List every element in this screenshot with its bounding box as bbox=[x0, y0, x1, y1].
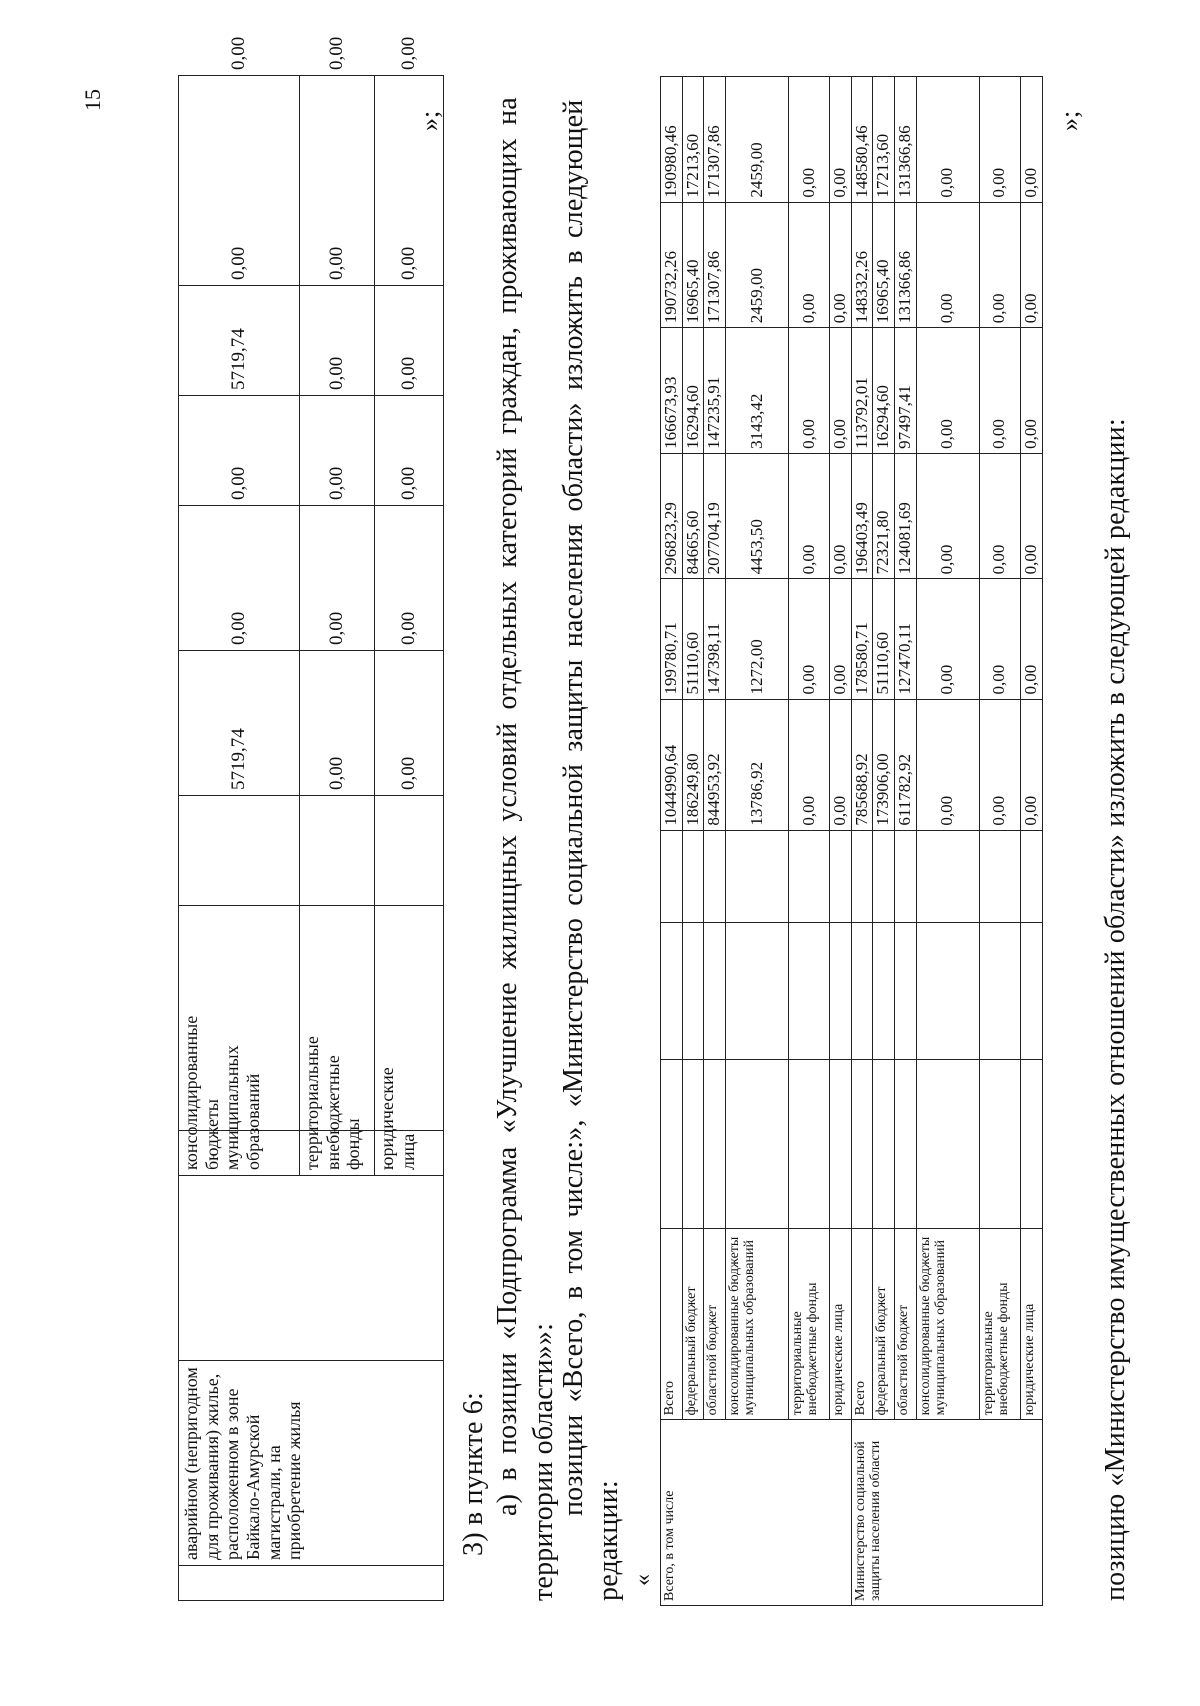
empty-cell bbox=[726, 830, 789, 923]
empty-cell bbox=[682, 923, 704, 1060]
empty-cell bbox=[916, 830, 979, 923]
value-cell: 196403,49 bbox=[851, 453, 873, 579]
empty-cell bbox=[1020, 830, 1042, 923]
value-cell: 171307,86 bbox=[704, 77, 726, 203]
row-title-cell: аварийном (непригодном для проживания) жилье, расположенном в зоне Байкало-Амурской магистрали, на приобретение жилья bbox=[179, 1361, 444, 1566]
value-cell: 17213,60 bbox=[873, 77, 895, 203]
value-cell: 148580,46 bbox=[851, 77, 873, 203]
value-cell: 0,00 bbox=[979, 453, 1020, 579]
value-cell: 124081,69 bbox=[895, 453, 917, 579]
value-cell bbox=[375, 796, 444, 906]
value-cell: 5719,74 bbox=[179, 651, 300, 796]
funding-source-label: Всего bbox=[661, 1229, 683, 1420]
empty-cell bbox=[704, 1059, 726, 1228]
value-cell: 3143,42 bbox=[726, 328, 789, 454]
table-row bbox=[726, 77, 789, 1606]
value-cell: 16294,60 bbox=[682, 328, 704, 454]
value-cell: 0,00 bbox=[830, 328, 852, 454]
funding-source-label: консолидированные бюджеты муниципальных образований bbox=[916, 1229, 979, 1420]
value-cell: 16965,40 bbox=[682, 202, 704, 328]
empty-cell bbox=[979, 830, 1020, 923]
value-cell: 72321,80 bbox=[873, 453, 895, 579]
paragraph-positions-line2: редакции: bbox=[593, 1480, 624, 1601]
value-cell: 4453,50 bbox=[726, 453, 789, 579]
table-row: аварийном (непригодном для проживания) жилье, расположенном в зоне Байкало-Амурской магистрали, на приобретение жилья консолидированные бюджеты муниципальных образований 5719,74 0,00 0,00 5719,74 0,00 0,00 bbox=[179, 76, 300, 1601]
value-cell: 0,00 bbox=[375, 286, 444, 396]
funding-source-label: областной бюджет bbox=[895, 1229, 917, 1420]
value-cell: 16294,60 bbox=[873, 328, 895, 454]
table-row bbox=[1020, 77, 1042, 1606]
empty-cell bbox=[789, 1059, 830, 1228]
value-cell bbox=[179, 796, 300, 906]
value-cell: 0,00 bbox=[916, 579, 979, 699]
value-cell: 0,00 bbox=[1020, 699, 1042, 830]
value-cell: 190732,26 bbox=[661, 202, 683, 328]
funding-source-label: консолидированные бюджеты муниципальных образований bbox=[726, 1229, 789, 1420]
table-row bbox=[979, 77, 1020, 1606]
empty-cell bbox=[661, 1059, 683, 1228]
empty-cell bbox=[1020, 923, 1042, 1060]
funding-source-label: юридические лица bbox=[375, 1131, 444, 1176]
empty-cell bbox=[830, 830, 852, 923]
value-cell: 785688,92 bbox=[851, 699, 873, 830]
empty-cell bbox=[179, 1566, 444, 1601]
funding-source-label: юридические лица bbox=[1020, 1229, 1042, 1420]
value-cell: 0,00 bbox=[979, 202, 1020, 328]
table-row bbox=[704, 77, 726, 1606]
value-cell: 1044990,64 bbox=[661, 699, 683, 830]
value-cell: 0,00 bbox=[979, 699, 1020, 830]
funding-source-label: Всего bbox=[851, 1229, 873, 1420]
value-cell: 0,00 bbox=[1020, 77, 1042, 203]
empty-cell bbox=[179, 1176, 444, 1361]
value-cell: 207704,19 bbox=[704, 453, 726, 579]
value-cell: 0,00 bbox=[789, 77, 830, 203]
value-cell: 0,00 bbox=[916, 453, 979, 579]
empty-cell bbox=[979, 1059, 1020, 1228]
table-row bbox=[895, 77, 917, 1606]
table-row bbox=[916, 77, 979, 1606]
empty-cell bbox=[704, 923, 726, 1060]
value-cell: 51110,60 bbox=[682, 579, 704, 699]
item-heading: 3) в пункте 6: bbox=[458, 1392, 489, 1556]
value-cell: 186249,80 bbox=[682, 699, 704, 830]
empty-cell bbox=[704, 830, 726, 923]
value-cell: 147398,11 bbox=[704, 579, 726, 699]
empty-cell bbox=[830, 923, 852, 1060]
value-cell: 0,00 bbox=[300, 76, 375, 286]
value-cell: 0,00 bbox=[789, 453, 830, 579]
empty-cell bbox=[661, 923, 683, 1060]
value-cell: 2459,00 bbox=[726, 202, 789, 328]
funding-source-label: территориальные внебюджетные фонды bbox=[789, 1229, 830, 1420]
value-cell: 147235,91 bbox=[704, 328, 726, 454]
value-cell: 131366,86 bbox=[895, 77, 917, 203]
table-row bbox=[682, 77, 704, 1606]
value-cell: 171307,86 bbox=[704, 202, 726, 328]
funding-table bbox=[660, 76, 1043, 1606]
value-cell: 611782,92 bbox=[895, 699, 917, 830]
value-cell: 0,00 bbox=[375, 651, 444, 796]
empty-cell bbox=[851, 923, 873, 1060]
value-cell: 113792,01 bbox=[851, 328, 873, 454]
final-paragraph: позицию «Министерство имущественных отношений области» изложить в следующей редакции: bbox=[1100, 418, 1131, 1601]
value-cell: 0,00 bbox=[375, 76, 444, 286]
value-cell: 0,00 bbox=[300, 286, 375, 396]
value-cell: 0,00 bbox=[916, 202, 979, 328]
value-cell: 148332,26 bbox=[851, 202, 873, 328]
value-cell: 0,00 bbox=[830, 453, 852, 579]
funding-source-label: консолидированные бюджеты муниципальных образований bbox=[179, 1131, 300, 1176]
empty-cell bbox=[682, 830, 704, 923]
table-row bbox=[873, 77, 895, 1606]
funding-source-label: территориальные внебюджетные фонды bbox=[300, 1131, 375, 1176]
value-cell: 0,00 bbox=[979, 328, 1020, 454]
table-row bbox=[851, 77, 873, 1606]
empty-cell bbox=[1020, 1059, 1042, 1228]
page-number: 15 bbox=[80, 89, 105, 111]
empty-cell bbox=[851, 1059, 873, 1228]
empty-cell bbox=[895, 923, 917, 1060]
paragraph-a-line2: территории области»»: bbox=[528, 1322, 559, 1601]
value-cell: 296823,29 bbox=[661, 453, 683, 579]
value-cell: 13786,92 bbox=[726, 699, 789, 830]
value-cell: 131366,86 bbox=[895, 202, 917, 328]
value-cell bbox=[300, 796, 375, 906]
value-cell: 0,00 bbox=[789, 328, 830, 454]
value-cell: 51110,60 bbox=[873, 579, 895, 699]
empty-cell bbox=[851, 830, 873, 923]
value-cell: 17213,60 bbox=[682, 77, 704, 203]
value-cell: 0,00 bbox=[1020, 453, 1042, 579]
value-cell: 0,00 bbox=[830, 77, 852, 203]
value-cell: 0,00 bbox=[179, 76, 300, 286]
empty-cell bbox=[789, 830, 830, 923]
value-cell: 166673,93 bbox=[661, 328, 683, 454]
table-row bbox=[789, 77, 830, 1606]
empty-cell bbox=[895, 1059, 917, 1228]
funding-source-label: федеральный бюджет bbox=[682, 1229, 704, 1420]
empty-cell bbox=[895, 830, 917, 923]
opening-quote: « bbox=[630, 1574, 656, 1586]
value-cell: 0,00 bbox=[300, 396, 375, 506]
table-row bbox=[661, 77, 683, 1606]
value-cell: 844953,92 bbox=[704, 699, 726, 830]
value-cell: 97497,41 bbox=[895, 328, 917, 454]
funding-source-label: федеральный бюджет bbox=[873, 1229, 895, 1420]
value-cell: 0,00 bbox=[830, 699, 852, 830]
table-row: юридические лица 0,00 0,00 0,00 0,00 0,00 0,00 bbox=[375, 76, 444, 1601]
value-cell: 0,00 bbox=[375, 506, 444, 651]
value-cell: 178580,71 bbox=[851, 579, 873, 699]
value-cell: 0,00 bbox=[830, 579, 852, 699]
value-cell: 2459,00 bbox=[726, 77, 789, 203]
continuation-table bbox=[178, 36, 444, 1601]
value-cell: 5719,74 bbox=[179, 286, 300, 396]
value-cell: 190980,46 bbox=[661, 77, 683, 203]
value-cell: 0,00 bbox=[916, 699, 979, 830]
empty-cell bbox=[789, 923, 830, 1060]
value-cell: 0,00 bbox=[1020, 202, 1042, 328]
value-cell: 0,00 bbox=[1020, 328, 1042, 454]
value-cell: 0,00 bbox=[179, 506, 300, 651]
group-title-cell: Всего, в том числе bbox=[661, 1420, 852, 1606]
empty-cell bbox=[873, 1059, 895, 1228]
closing-quote: »; bbox=[415, 110, 444, 131]
table-row: территориальные внебюджетные фонды 0,00 0,00 0,00 0,00 0,00 0,00 bbox=[300, 76, 375, 1601]
value-cell: 0,00 bbox=[179, 396, 300, 506]
funding-source-label: областной бюджет bbox=[704, 1229, 726, 1420]
value-cell: 0,00 bbox=[916, 77, 979, 203]
value-cell: 0,00 bbox=[830, 202, 852, 328]
empty-cell bbox=[682, 1059, 704, 1228]
paragraph-a-line1: а) в позиции «Подпрограмма «Улучшение жилищных условий отдельных категорий граждан, проживающих на bbox=[492, 97, 523, 1516]
value-cell: 0,00 bbox=[979, 579, 1020, 699]
value-cell: 0,00 bbox=[1020, 579, 1042, 699]
value-cell: 0,00 bbox=[789, 699, 830, 830]
value-cell: 0,00 bbox=[979, 77, 1020, 203]
empty-cell bbox=[830, 1059, 852, 1228]
funding-source-label: юридические лица bbox=[830, 1229, 852, 1420]
empty-cell bbox=[873, 923, 895, 1060]
value-cell: 0,00 bbox=[789, 579, 830, 699]
value-cell: 84665,60 bbox=[682, 453, 704, 579]
funding-source-label: территориальные внебюджетные фонды bbox=[979, 1229, 1020, 1420]
empty-cell bbox=[726, 1059, 789, 1228]
value-cell: 0,00 bbox=[300, 651, 375, 796]
paragraph-positions-line1: позиции «Всего, в том числе:», «Министерство социальной защиты населения области» изложить в следующей bbox=[558, 99, 589, 1516]
empty-cell bbox=[979, 923, 1020, 1060]
empty-cell bbox=[661, 830, 683, 923]
value-cell: 16965,40 bbox=[873, 202, 895, 328]
value-cell: 0,00 bbox=[375, 396, 444, 506]
empty-cell bbox=[873, 830, 895, 923]
value-cell: 1272,00 bbox=[726, 579, 789, 699]
value-cell: 127470,11 bbox=[895, 579, 917, 699]
value-cell: 0,00 bbox=[789, 202, 830, 328]
closing-quote-bottom: »; bbox=[1055, 110, 1084, 131]
empty-cell bbox=[726, 923, 789, 1060]
value-cell: 0,00 bbox=[300, 506, 375, 651]
value-cell: 199780,71 bbox=[661, 579, 683, 699]
group-title-cell: Министерство социальной защиты населения области bbox=[851, 1420, 1042, 1606]
value-cell: 0,00 bbox=[916, 328, 979, 454]
value-cell: 173906,00 bbox=[873, 699, 895, 830]
empty-cell bbox=[916, 923, 979, 1060]
table-row bbox=[830, 77, 852, 1606]
empty-cell bbox=[916, 1059, 979, 1228]
